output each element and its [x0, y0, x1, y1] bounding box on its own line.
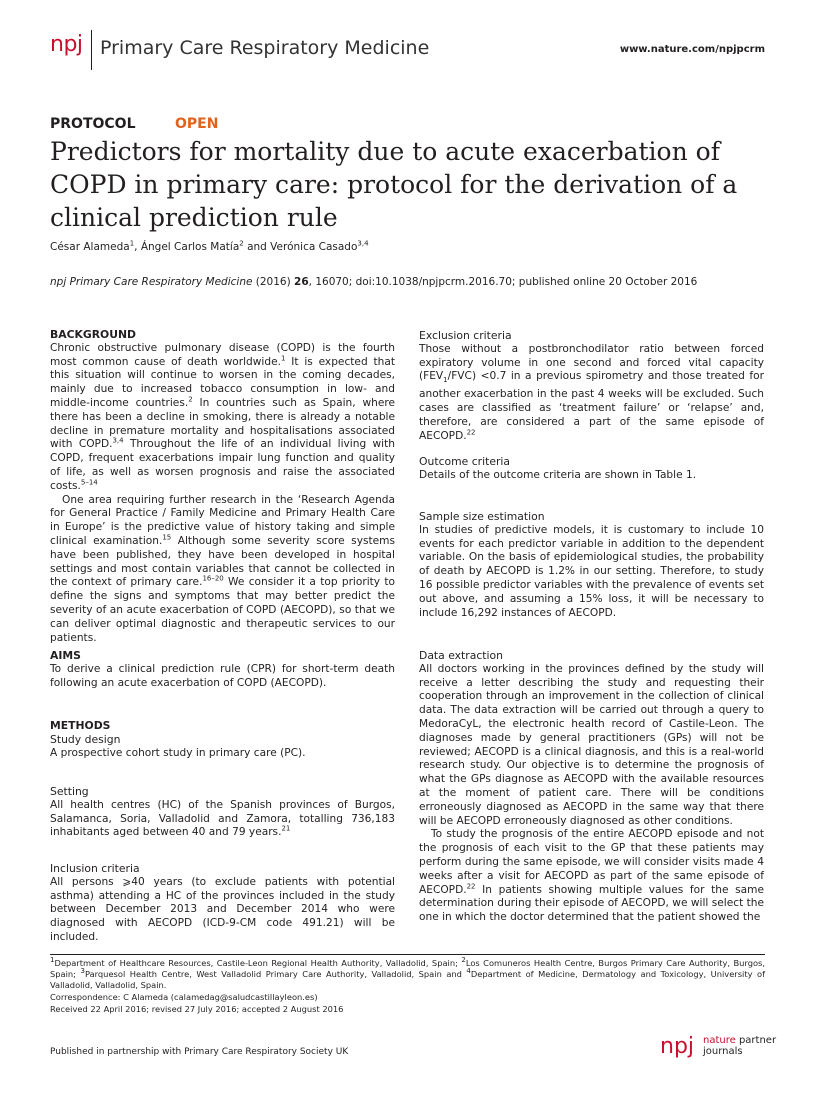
paragraph: In studies of predictive models, it is customary to include 10 events for each predictor variable in addition to the dependent variable. On the basis of epidemiological studies, the probability of death by AECOPD is 1.2% in our setting. Therefore, to study 16 possible predictor variables with the prevalence of events set out above, and assuming a 15% loss, it will be necessary to include 16,292 instances of AECOPD.	[419, 523, 764, 619]
inclusion-section	[50, 862, 395, 945]
section-heading: METHODS	[50, 719, 111, 732]
paragraph: To study the prognosis of the entire AECOPD episode and not the prognosis of each visit to the GP that these patients may perform during the same episode, we will consider visits made 4 weeks after a visit for AECOPD as part of the same episode of AECOPD.$^{22}$ In patients showing multiple values for the same determination during their episode of AECOPD, we will select the one in which the doctor determined that the patient showed the	[419, 828, 764, 924]
section-heading: AIMS	[50, 649, 81, 662]
data-extraction-section	[419, 649, 764, 925]
subsection-heading: Inclusion criteria	[50, 862, 140, 875]
partnership-note: Published in partnership with Primary Care Respiratory Society UK	[50, 1047, 349, 1057]
background-section	[50, 328, 395, 645]
paragraph: All doctors working in the provinces defined by the study will receive a letter describing the study and requesting their cooperation through an improvement in the collection of clinical data. The data extraction will be carried out through a query to MedoraCyL, the electronic health record of Castile-Leon. The diagnoses made by general practitioners (GPs) will not be reviewed; AECOPD is a clinical diagnosis, and this is a real-world research study. Our objective is to determine the prognosis of what the GPs diagnose as AECOPD with the available resources at the moment of patient care. There will be conditions erroneously diagnosed as AECOPD in the same way that there will be AECOPD erroneously diagnosed as other conditions.	[419, 662, 764, 827]
subsection-heading: Data extraction	[419, 649, 503, 662]
affiliations: $^1$Department of Healthcare Resources, Castile-Leon Regional Health Authority, Valladolid, Spain; $^2$Los Comuneros Health Centre, Burgos Primary Care Authority, Burgos, Spain; $^3$Parquesol Health Centre, West Valladolid Primary Care Authority, Valladolid, Spain and $^4$Department of Medicine, Dermatology and Toxicology, University of Valladolid, Valladolid, Spain.	[50, 956, 765, 991]
subsection-heading: Setting	[50, 785, 89, 798]
paragraph: A prospective cohort study in primary care (PC).	[50, 746, 306, 759]
paragraph: Details of the outcome criteria are shown in Table 1.	[419, 468, 697, 481]
methods-section	[50, 719, 395, 760]
paragraph: One area requiring further research in the ‘Research Agenda for General Practice / Family Medicine and Primary Health Care in Europe’ is the predictive value of history taking and simple clinical examination.$^{15}$ Although some severity score systems have been published, they have been developed in hospital settings and most contain variables that cannot be collected in the context of primary care.$^{16-20}$ We consider it a top priority to define the signs and symptoms that may better predict the severity of an acute exacerbation of COPD (AECOPD), so that we can deliver optimal diagnostic and therapeutic services to our patients.	[50, 493, 395, 644]
subsection-heading: Outcome criteria	[419, 455, 511, 468]
author-name: César Alameda	[50, 241, 130, 253]
subsection-heading: Study design	[50, 732, 121, 746]
article-title: Predictors for mortality due to acute exacerbation of COPD in primary care: protocol for the derivation of a clinical prediction rule	[50, 137, 738, 232]
correspondence: Correspondence: C Alameda (calamedag@saludcastillayleon.es)	[50, 992, 318, 1002]
sample-size-section	[419, 510, 764, 620]
footnote-rule	[50, 954, 765, 955]
paragraph: All persons ⩾40 years (to exclude patients with potential asthma) attending a HC of the provinces included in the study between December 2013 and December 2014 who were diagnosed with AECOPD (ICD-9-CM code 491.21) will be included.	[50, 875, 395, 943]
paragraph: Those without a postbronchodilator ratio between forced expiratory volume in one second and forced vital capacity $(FEV_1/FVC) <0.7$ in a previous spirometry and those treated for another exacerbation in the past 4 weeks will be excluded. Such cases are classified as ‘treatment failure’ or ‘relapse’ and, therefore, are considered a part of the same episode of AECOPD.$^{22}$	[419, 342, 764, 442]
aims-section	[50, 649, 395, 690]
author-name: Ángel Carlos Matía	[140, 241, 240, 253]
paragraph: All health centres (HC) of the Spanish provinces of Burgos, Salamanca, Soria, Valladolid and Zamora, totalling 736,183 inhabitants aged between 40 and 79 years.$^{21}$	[50, 798, 395, 839]
paragraph: Chronic obstructive pulmonary disease (COPD) is the fourth most common cause of death worldwide.$^1$ It is expected that this situation will continue to worsen in the coming decades, mainly due to increased tobacco consumption in low- and middle-income countries.$^2$ In countries such as Spain, where there has been a decline in smoking, there is already a notable decline in premature mortality and hospitalisations associated with COPD.$^{3,4}$ Throughout the life of an individual living with COPD, frequent exacerbations impair lung function and quality of life, as well as worsen prognosis and raise the associated costs.$^{5-14}$	[50, 341, 395, 492]
journal-url[interactable]: www.nature.com/npjpcrm	[619, 44, 765, 55]
section-heading: BACKGROUND	[50, 328, 136, 341]
citation-line: npj Primary Care Respiratory Medicine (2016) 26, 16070; doi:10.1038/npjpcrm.2016.70; published online 20 October 2016	[50, 276, 698, 288]
outcome-section	[419, 455, 764, 483]
received-dates: Received 22 April 2016; revised 27 July 2016; accepted 2 August 2016	[50, 1004, 344, 1014]
journal-name: Primary Care Respiratory Medicine	[100, 37, 430, 59]
paragraph: To derive a clinical prediction rule (CPR) for short-term death following an acute exacerbation of COPD (AECOPD).	[50, 662, 395, 689]
author-name: Verónica Casado	[270, 241, 358, 253]
exclusion-section	[419, 329, 764, 443]
npj-logo: npj	[50, 32, 83, 57]
author-list: César Alameda$^1$, Ángel Carlos Matía$^2$ and Verónica Casado$^{3,4}$	[50, 239, 369, 253]
setting-section	[50, 785, 395, 840]
subsection-heading: Exclusion criteria	[419, 329, 512, 342]
open-access-badge: OPEN	[175, 116, 219, 132]
subsection-heading: Sample size estimation	[419, 510, 545, 523]
logo-divider	[91, 30, 92, 70]
nature-partner-journals-logo: nature partner journals	[703, 1035, 777, 1057]
article-type: PROTOCOL	[50, 116, 136, 132]
npj-footer-logo: npj	[660, 1034, 695, 1059]
